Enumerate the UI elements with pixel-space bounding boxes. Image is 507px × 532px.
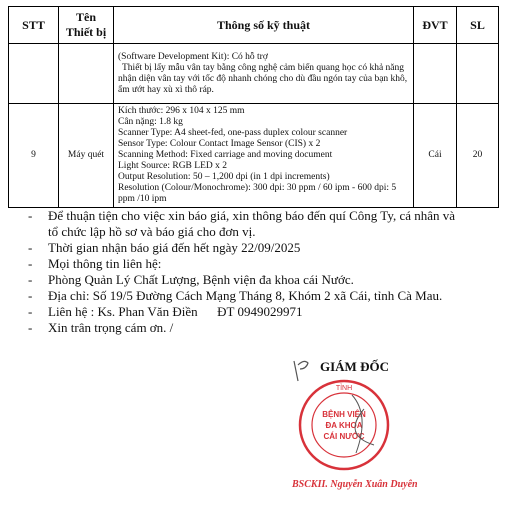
table-row xyxy=(9,104,499,208)
empty-cell xyxy=(59,44,114,104)
note-item xyxy=(28,240,468,256)
note-item xyxy=(28,256,468,272)
note-text: Thời gian nhận báo giá đến hết ngày 22/09/2025 xyxy=(48,240,301,255)
note-text: Để thuận tiện cho việc xin báo giá, xin thông báo đến quí Công Ty, cá nhân và tổ chức lập hồ sơ và báo giá cho đơn vị. xyxy=(48,208,456,239)
row-unit: Cái xyxy=(414,104,457,208)
bullet-dash: - xyxy=(28,240,33,255)
spec-line: Output Resolution: 50 – 1,200 dpi (in 1 dpi increments) xyxy=(118,172,330,182)
note-text: Mọi thông tin liên hệ: xyxy=(48,256,162,271)
spec-line: Resolution (Colour/Monochrome): 300 dpi: 30 ppm / 60 ipm - 600 dpi: 5 ppm /10 ipm xyxy=(118,183,397,204)
stamp-line1: BỆNH VIỆN xyxy=(322,410,366,419)
spec-line: Light Source: RGB LED x 2 xyxy=(118,161,227,171)
spec-line: Kích thước: 296 x 104 x 125 mm xyxy=(118,106,245,116)
stamp-top-text: TỈNH xyxy=(335,385,353,392)
header-specs: Thông số kỹ thuật xyxy=(114,7,414,44)
header-stt: STT xyxy=(9,7,59,44)
note-item xyxy=(28,304,468,320)
signer-name xyxy=(290,467,490,502)
continuation-spec-cell xyxy=(114,44,414,104)
spec-line: Scanner Type: A4 sheet-fed, one-pass duplex colour scanner xyxy=(118,128,348,138)
row-qty: 20 xyxy=(457,104,499,208)
note-text: Xin trân trọng cám ơn. / xyxy=(48,320,174,335)
note-text: Liên hệ : Ks. Phan Văn Điền ĐT 0949029971 xyxy=(48,304,303,319)
director-title: GIÁM ĐỐC xyxy=(320,359,389,374)
bullet-dash: - xyxy=(28,320,33,335)
header-device-name: Tên Thiết bị xyxy=(59,7,114,44)
table-header-row xyxy=(9,7,499,44)
bullet-dash: - xyxy=(28,288,33,303)
note-item xyxy=(28,288,468,304)
official-seal-stamp xyxy=(282,375,412,480)
note-text: Địa chỉ: Số 19/5 Đường Cách Mạng Tháng 8, Khóm 2 xã Cái, tỉnh Cà Mau. xyxy=(48,288,443,303)
bullet-dash: - xyxy=(28,272,33,287)
note-item xyxy=(28,272,468,288)
spec-table xyxy=(8,6,499,208)
empty-cell xyxy=(457,44,499,104)
header-qty: SL xyxy=(457,7,499,44)
table-row-continuation xyxy=(9,44,499,104)
spec-line: Cân nặng: 1.8 kg xyxy=(118,117,183,127)
empty-cell xyxy=(9,44,59,104)
header-unit: ĐVT xyxy=(414,7,457,44)
bullet-dash: - xyxy=(28,256,33,271)
spec-line: Scanning Method: Fixed carriage and moving document xyxy=(118,150,333,160)
spec-line: Thiết bị lấy mẫu vân tay bằng công nghệ cảm biến quang học có khả năng nhận diện vân tay với tốc độ nhanh chóng cho dù đầu ngón tay của bạn khô, ẩm ướt hay xù xì thô ráp. xyxy=(118,62,408,95)
bullet-dash: - xyxy=(28,208,33,223)
stamp-line3: CÁI NƯỚC xyxy=(323,432,365,441)
row-stt: 9 xyxy=(9,104,59,208)
note-item xyxy=(28,320,468,336)
row-specs xyxy=(114,104,414,208)
row-device-name: Máy quét xyxy=(59,104,114,208)
notes-list xyxy=(28,208,468,336)
stamp-line2: ĐA KHOA xyxy=(325,421,363,430)
signer-name-text: BSCKII. Nguyễn Xuân Duyên xyxy=(292,479,418,490)
spec-line: (Software Development Kit): Có hỗ trợ xyxy=(118,51,268,62)
bullet-dash: - xyxy=(28,304,33,319)
note-text: Phòng Quản Lý Chất Lượng, Bệnh viện đa khoa cái Nước. xyxy=(48,272,354,287)
empty-cell xyxy=(414,44,457,104)
signature-block xyxy=(290,355,490,530)
spec-line: Sensor Type: Colour Contact Image Sensor (CIS) x 2 xyxy=(118,139,321,149)
note-item xyxy=(28,208,468,240)
